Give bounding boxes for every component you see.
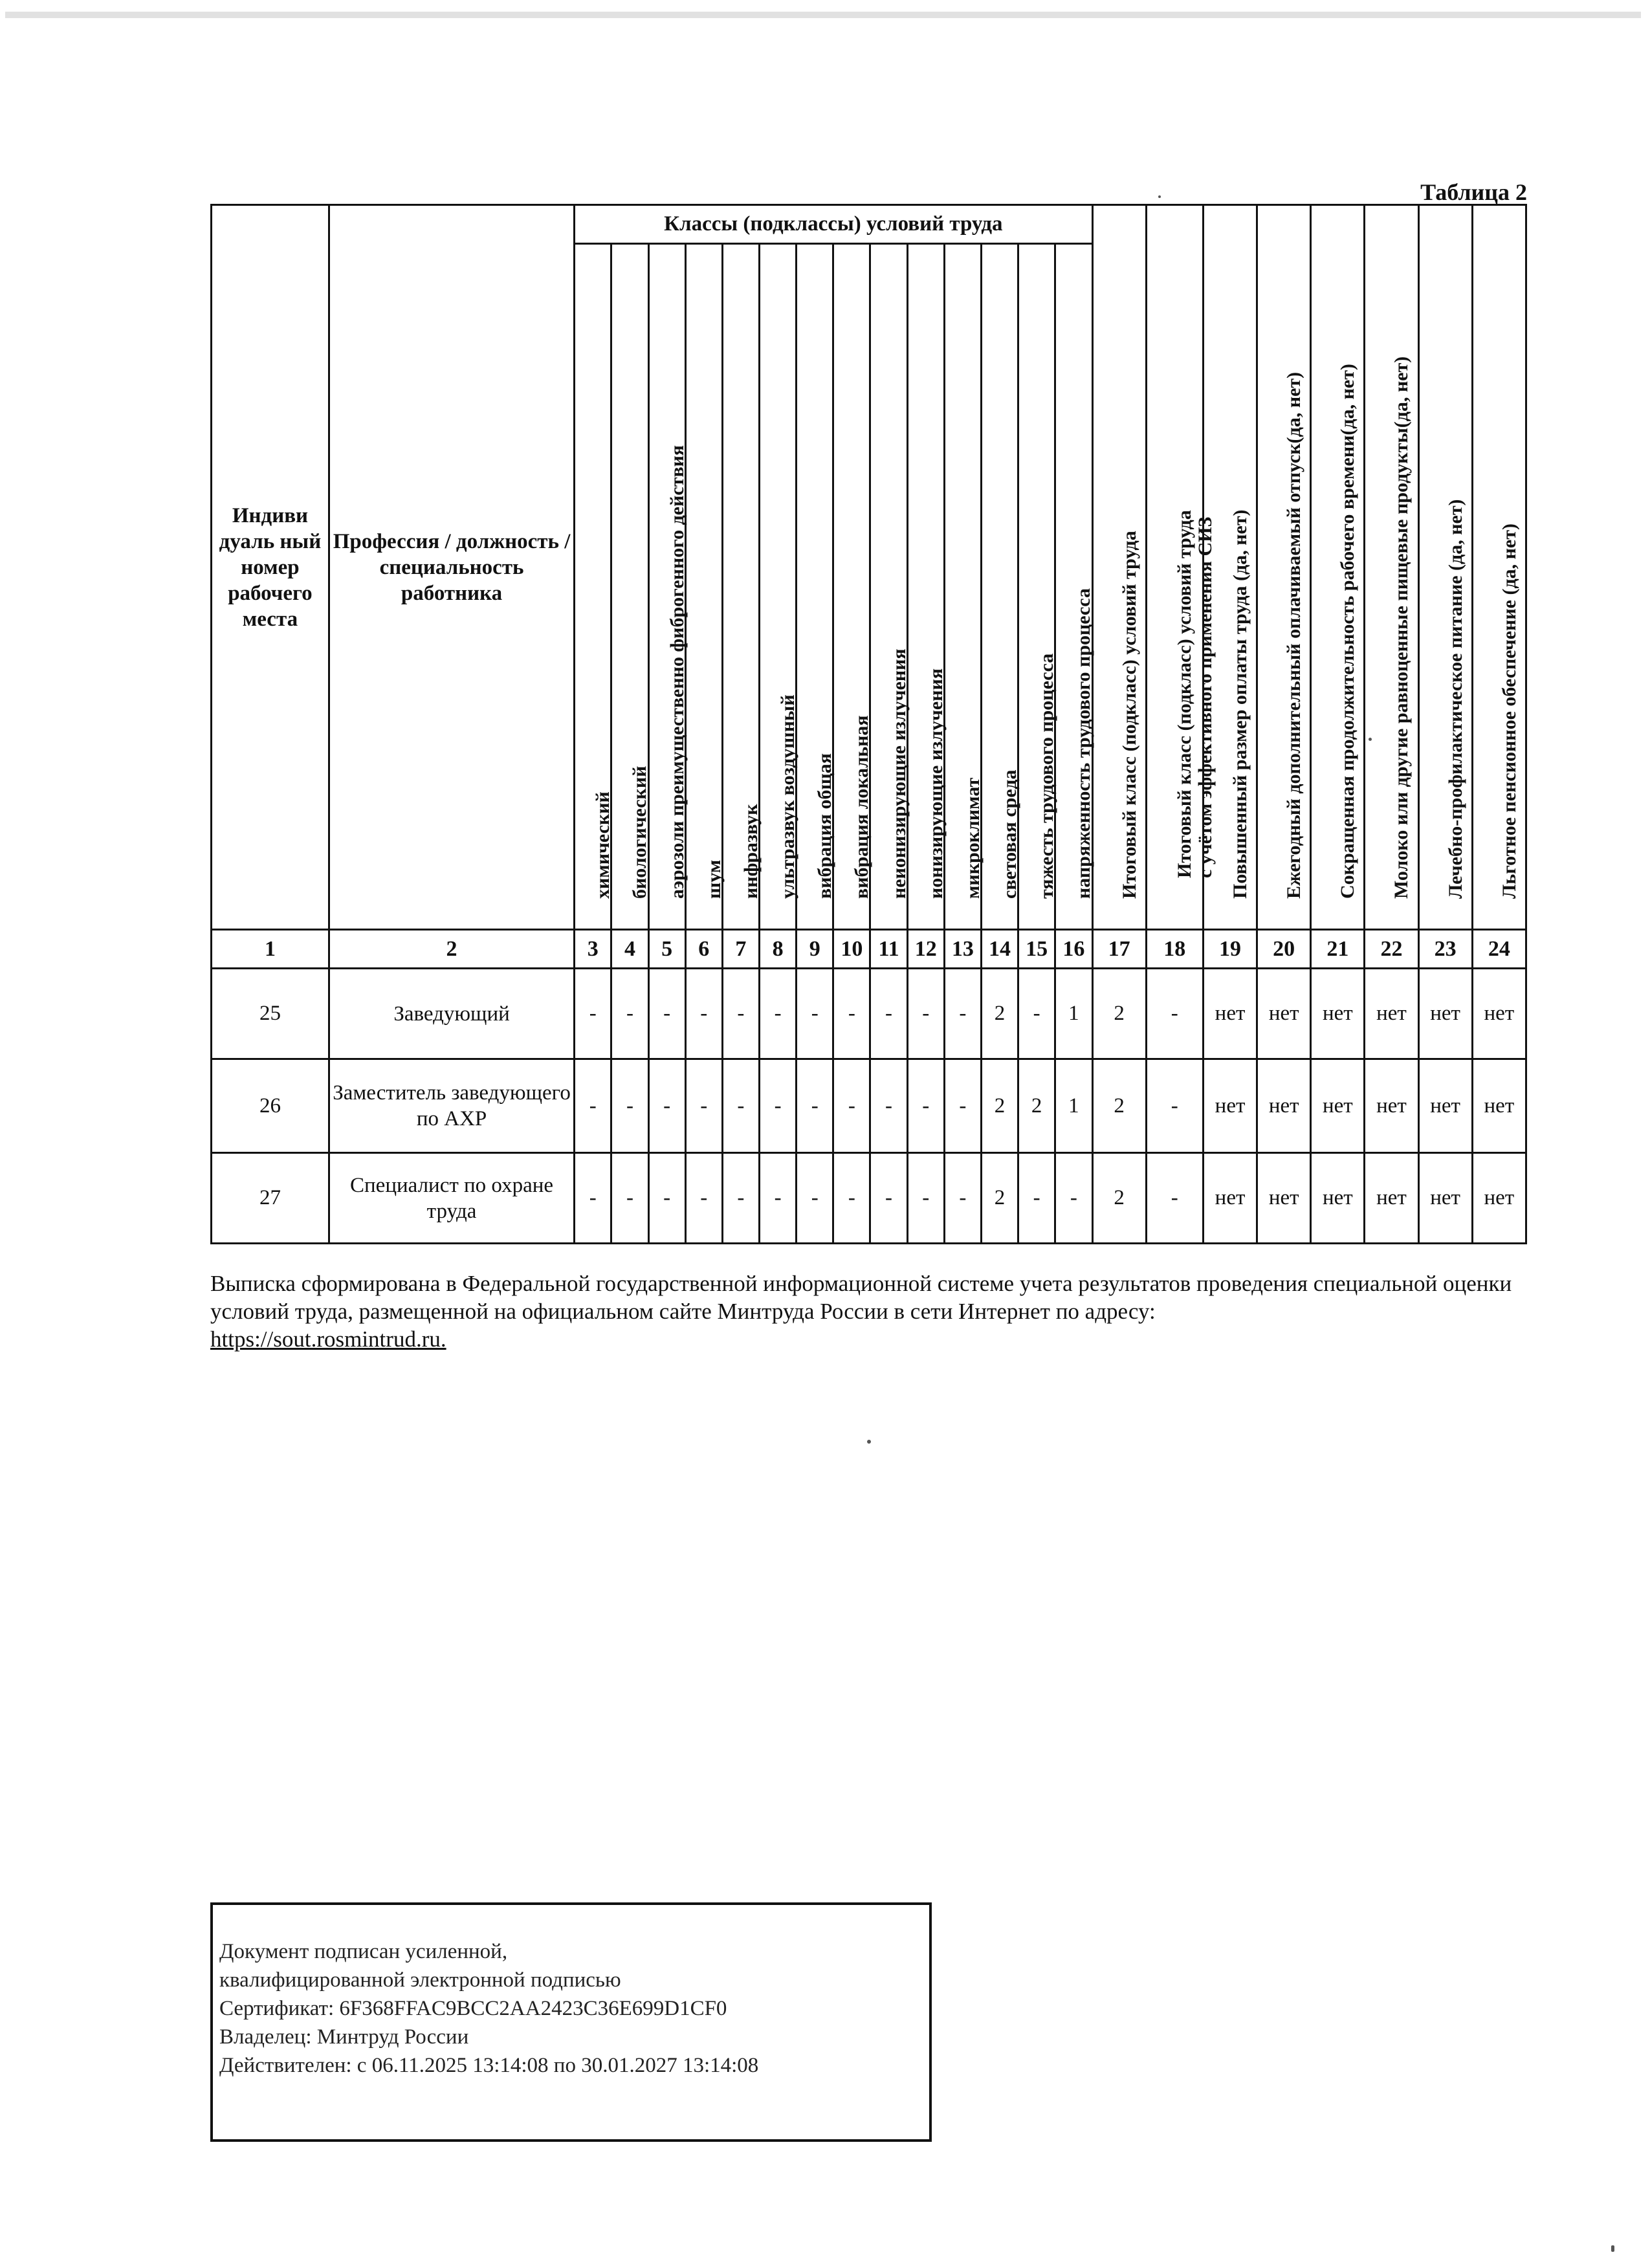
header-factor-noise: шум [685,244,722,930]
column-number: 21 [1311,930,1365,969]
header-total-class: Итоговый класс (подкласс) условий труда [1092,205,1146,930]
factor-class-cell: - [797,969,833,1059]
factor-class-cell: - [685,1153,722,1244]
column-number: 16 [1055,930,1092,969]
total-class-siz-cell: - [1146,1059,1203,1153]
signature-owner: Владелец: Минтруд России [219,2025,469,2049]
column-number: 7 [722,930,759,969]
factor-class-cell: - [575,969,611,1059]
total-class-cell: 2 [1092,1059,1146,1153]
factor-class-cell: - [685,969,722,1059]
profession-cell: Заведующий [329,969,574,1059]
table-row [212,1153,1526,1244]
factor-class-cell: 2 [981,1059,1018,1153]
nutrition-cell: нет [1418,1059,1472,1153]
header-factor-vibration-general: вибрация общая [797,244,833,930]
header-factor-microclimate: микроклимат [944,244,981,930]
header-classes-group: Классы (подклассы) условий труда [575,205,1092,244]
factor-class-cell: - [611,969,648,1059]
factor-class-cell: - [722,969,759,1059]
column-number: 22 [1365,930,1418,969]
column-number: 9 [797,930,833,969]
header-factor-chemical: химический [575,244,611,930]
header-increased-pay: Повышенный размер оплаты труда (да, нет) [1203,205,1257,930]
scan-edge-shadow [5,12,1641,18]
signature-validity: Действителен: с 06.11.2025 13:14:08 по 30.01.2027 13:14:08 [219,2054,759,2077]
factor-class-cell: - [1055,1153,1092,1244]
column-number: 1 [212,930,329,969]
working-conditions-table [210,204,1527,1244]
factor-class-cell: - [611,1059,648,1153]
column-number-row [212,930,1526,969]
factor-class-cell: - [797,1153,833,1244]
column-number: 19 [1203,930,1257,969]
extra-leave-cell: нет [1257,1059,1311,1153]
header-milk: Молоко или другие равноценные пищевые продукты(да, нет) [1365,205,1418,930]
nutrition-cell: нет [1418,1153,1472,1244]
factor-class-cell: - [833,969,870,1059]
header-extra-leave: Ежегодный дополнительный оплачиваемый отпуск(да, нет) [1257,205,1311,930]
factor-class-cell: - [1018,1153,1055,1244]
column-number: 10 [833,930,870,969]
scan-speck [1369,738,1372,741]
column-number: 18 [1146,930,1203,969]
factor-class-cell: - [833,1153,870,1244]
reduced-hours-cell: нет [1311,1059,1365,1153]
milk-cell: нет [1365,969,1418,1059]
factor-class-cell: - [575,1059,611,1153]
total-class-siz-cell: - [1146,1153,1203,1244]
header-factor-light: световая среда [981,244,1018,930]
header-factor-severity: тяжесть трудового процесса [1018,244,1055,930]
profession-cell: Заместитель заведующего по АХР [329,1059,574,1153]
header-factor-ultrasound: ультразвук воздушный [760,244,797,930]
factor-class-cell: 2 [981,1153,1018,1244]
increased-pay-cell: нет [1203,1059,1257,1153]
factor-class-cell: - [907,969,944,1059]
factor-class-cell: - [907,1153,944,1244]
milk-cell: нет [1365,1153,1418,1244]
workplace-number: 25 [212,969,329,1059]
factor-class-cell: 2 [981,969,1018,1059]
total-class-cell: 2 [1092,1153,1146,1244]
total-class-cell: 2 [1092,969,1146,1059]
scan-speck [867,1440,871,1444]
milk-cell: нет [1365,1059,1418,1153]
header-factor-nonionizing: неионизирующие излучения [870,244,907,930]
header-factor-intensity: напряженность трудового процесса [1055,244,1092,930]
factor-class-cell: - [760,1153,797,1244]
factor-class-cell: - [648,969,685,1059]
factor-class-cell: - [870,969,907,1059]
table-row [212,969,1526,1059]
factor-class-cell: - [797,1059,833,1153]
column-number: 8 [760,930,797,969]
column-number: 12 [907,930,944,969]
factor-class-cell: - [944,1153,981,1244]
factor-class-cell: - [870,1153,907,1244]
factor-class-cell: - [1018,969,1055,1059]
header-therapeutic-nutrition: Лечебно-профилактическое питание (да, нет) [1418,205,1472,930]
factor-class-cell: - [870,1059,907,1153]
header-total-class-siz: Итоговый класс (подкласс) условий труда с учётом эффективного применения СИЗ [1146,205,1203,930]
factor-class-cell: - [575,1153,611,1244]
column-number: 3 [575,930,611,969]
workplace-number: 26 [212,1059,329,1153]
nutrition-cell: нет [1418,969,1472,1059]
column-number: 17 [1092,930,1146,969]
column-number: 4 [611,930,648,969]
pension-cell: нет [1472,969,1526,1059]
factor-class-cell: - [611,1153,648,1244]
footnote-link[interactable]: https://sout.rosmintrud.ru. [210,1327,446,1352]
factor-class-cell: - [760,969,797,1059]
factor-class-cell: - [722,1153,759,1244]
factor-class-cell: - [944,969,981,1059]
column-number: 20 [1257,930,1311,969]
header-reduced-hours: Сокращенная продолжительность рабочего времени(да, нет) [1311,205,1365,930]
column-number: 11 [870,930,907,969]
signature-line: Документ подписан усиленной, [219,1940,508,1963]
header-factor-infrasound: инфразвук [722,244,759,930]
factor-class-cell: - [648,1153,685,1244]
header-workplace-number: Индиви дуаль ный номер рабочего места [212,205,329,930]
header-factor-ionizing: ионизирующие излучения [907,244,944,930]
extra-leave-cell: нет [1257,969,1311,1059]
factor-class-cell: - [685,1059,722,1153]
factor-class-cell: - [833,1059,870,1153]
header-factor-biological: биологический [611,244,648,930]
factor-class-cell: 1 [1055,1059,1092,1153]
extra-leave-cell: нет [1257,1153,1311,1244]
increased-pay-cell: нет [1203,969,1257,1059]
header-profession: Профессия / должность / специальность работника [329,205,574,930]
column-number: 23 [1418,930,1472,969]
reduced-hours-cell: нет [1311,1153,1365,1244]
scan-speck [1611,2245,1614,2252]
factor-class-cell: - [722,1059,759,1153]
header-factor-vibration-local: вибрация локальная [833,244,870,930]
factor-class-cell: - [648,1059,685,1153]
column-number: 24 [1472,930,1526,969]
footnote [210,1270,1530,1353]
factor-class-cell: - [944,1059,981,1153]
header-row-1 [212,205,1526,244]
column-number: 5 [648,930,685,969]
reduced-hours-cell: нет [1311,969,1365,1059]
signature-certificate: Сертификат: 6F368FFAC9BCC2AA2423C36E699D1CF0 [219,1997,727,2020]
factor-class-cell: 1 [1055,969,1092,1059]
total-class-siz-cell: - [1146,969,1203,1059]
signature-line: квалифицированной электронной подписью [219,1968,621,1992]
column-number: 15 [1018,930,1055,969]
header-pension: Льготное пенсионное обеспечение (да, нет) [1472,205,1526,930]
column-number: 14 [981,930,1018,969]
pension-cell: нет [1472,1059,1526,1153]
workplace-number: 27 [212,1153,329,1244]
footnote-text: Выписка сформирована в Федеральной государственной информационной системе учета результатов проведения специальной оценки условий труда, размещенной на официальном сайте Минтруда России в сети Интернет по адресу: [210,1271,1512,1324]
header-factor-aerosols: аэрозоли преимущественно фиброгенного действия [648,244,685,930]
pension-cell: нет [1472,1153,1526,1244]
column-number: 6 [685,930,722,969]
table-label: Таблица 2 [1420,179,1527,205]
column-number: 2 [329,930,574,969]
electronic-signature-stamp [210,1902,932,2142]
scan-speck [1158,195,1161,198]
column-number: 13 [944,930,981,969]
factor-class-cell: 2 [1018,1059,1055,1153]
factor-class-cell: - [907,1059,944,1153]
factor-class-cell: - [760,1059,797,1153]
profession-cell: Специалист по охране труда [329,1153,574,1244]
increased-pay-cell: нет [1203,1153,1257,1244]
table-row [212,1059,1526,1153]
